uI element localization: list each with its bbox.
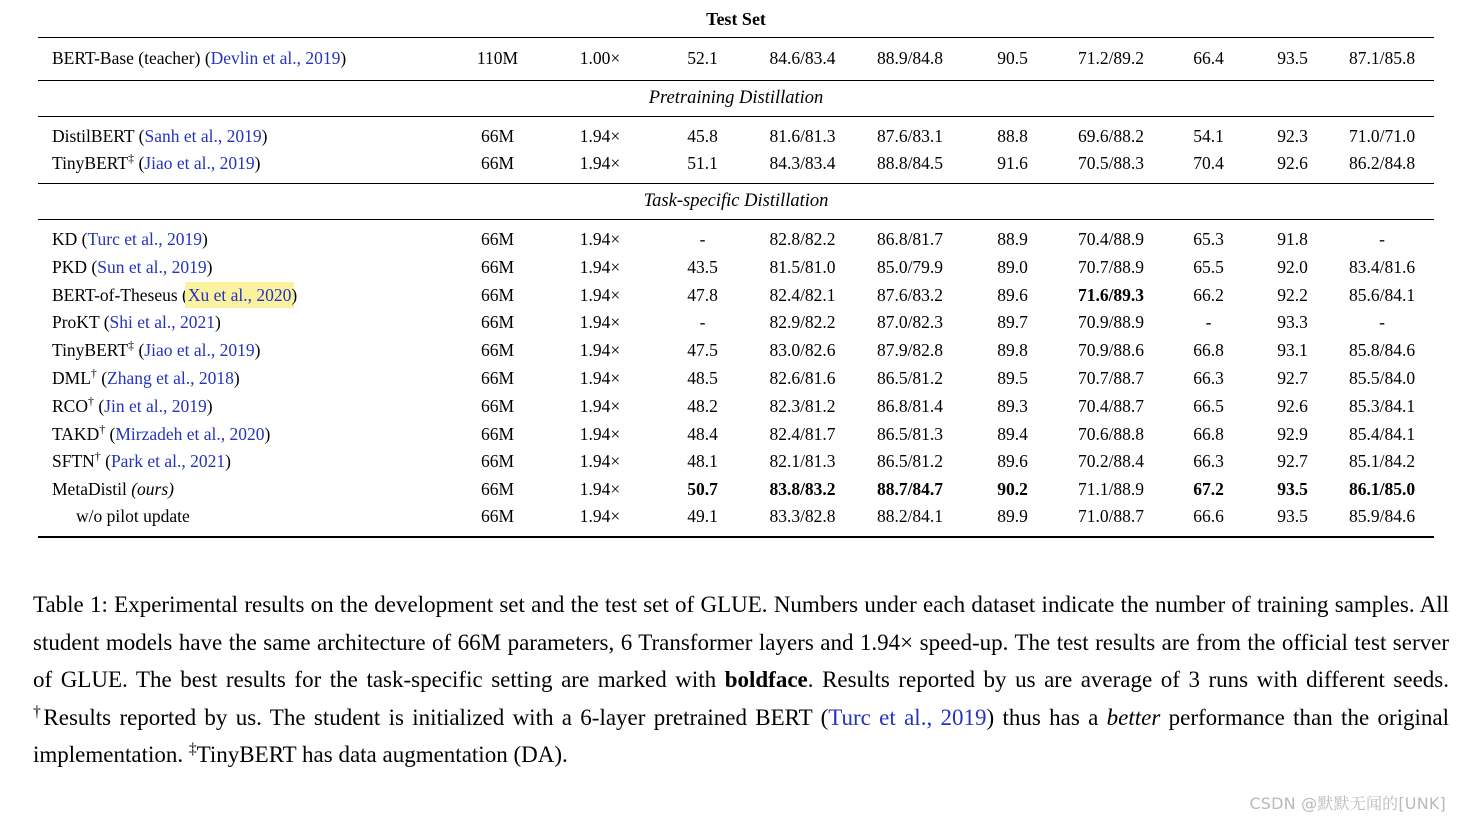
table-row: [38, 420, 1434, 448]
value-cell: 86.1/85.0: [1348, 479, 1416, 500]
value-cell: 87.6/83.1: [876, 125, 944, 146]
value-cell: 1.94×: [579, 284, 621, 305]
value-cell: 93.5: [1277, 506, 1308, 527]
value-cell: 93.1: [1277, 340, 1308, 361]
value-cell: 66.5: [1193, 395, 1224, 416]
value-cell: 84.6/83.4: [769, 48, 836, 68]
value-cell: 89.9: [997, 506, 1028, 527]
model-name-cell: DML† (Zhang et al., 2018): [52, 366, 240, 388]
value-cell: 81.5/81.0: [769, 256, 836, 277]
value-cell: 82.4/82.1: [769, 284, 836, 305]
model-name-cell: DistilBERT (Sanh et al., 2019): [52, 125, 268, 146]
table-row: [38, 309, 1434, 337]
value-cell: 91.8: [1277, 229, 1308, 250]
value-cell: 86.2/84.8: [1348, 152, 1416, 173]
caption-text: Table 1: Experimental results on the development set and the test set of GLUE. Numbers under each dataset indicate the number of training samples. All student models have the same architecture of 66M parameters, 6 Transformer layers and 1.94× speed-up. The test results are from the official test server of GLUE. The best results for the task-specific setting are marked with: [33, 592, 1449, 693]
value-cell: 1.94×: [579, 152, 621, 173]
value-cell: 1.00×: [579, 48, 621, 68]
ours-label: (ours): [126, 479, 175, 500]
table-row: [38, 220, 1434, 254]
citation-link[interactable]: Turc et al., 2019: [87, 229, 203, 250]
model-name-cell: SFTN† (Park et al., 2021): [52, 449, 231, 472]
citation-link[interactable]: Zhang et al., 2018: [107, 367, 234, 388]
value-cell: 90.2: [997, 479, 1028, 500]
value-cell: 66M: [480, 340, 515, 361]
value-cell: 88.7/84.7: [876, 479, 944, 500]
value-cell: 88.2/84.1: [876, 506, 944, 527]
value-cell: 66.3: [1193, 451, 1224, 472]
citation-link[interactable]: Jiao et al., 2019: [144, 340, 255, 361]
value-cell: 92.0: [1277, 256, 1308, 277]
model-name-cell: TAKD† (Mirzadeh et al., 2020): [52, 421, 271, 444]
value-cell: 89.6: [997, 451, 1028, 472]
value-cell: 86.5/81.2: [876, 367, 944, 388]
value-cell: 85.3/84.1: [1348, 395, 1416, 416]
model-name-cell: [38, 504, 450, 538]
value-cell: 89.4: [997, 423, 1028, 444]
value-cell: 89.0: [997, 256, 1028, 277]
value-cell: 70.6/88.8: [1077, 423, 1145, 444]
value-cell: 110M: [476, 48, 519, 68]
model-name: RCO: [52, 395, 88, 416]
value-cell: 85.6/84.1: [1348, 284, 1416, 305]
footnote-mark: †: [90, 366, 97, 381]
value-cell: 92.6: [1277, 395, 1308, 416]
value-cell: 84.3/83.4: [769, 152, 836, 173]
model-name-cell: RCO† (Jin et al., 2019): [52, 393, 213, 416]
value-cell: 1.94×: [579, 367, 621, 388]
table-row: [38, 476, 1434, 504]
csdn-watermark: CSDN @默默无闻的[UNK]: [1249, 794, 1446, 813]
value-cell: 86.8/81.4: [876, 395, 944, 416]
value-cell: 71.2/89.2: [1077, 48, 1145, 68]
model-name-cell: KD (Turc et al., 2019): [52, 229, 208, 250]
value-cell: 66M: [480, 367, 515, 388]
value-cell: 82.9/82.2: [769, 312, 836, 333]
table-row: [38, 392, 1434, 420]
value-cell: 66.8: [1193, 340, 1224, 361]
model-name-cell: TinyBERT‡ (Jiao et al., 2019): [52, 338, 261, 361]
caption-text: . Results reported by us are average of 3 runs with different seeds.: [807, 667, 1449, 693]
value-cell: 70.4: [1193, 152, 1224, 173]
value-cell: 66.4: [1193, 48, 1224, 68]
value-cell: 66M: [480, 395, 515, 416]
value-cell: 82.3/81.2: [769, 395, 836, 416]
model-name-cell: PKD (Sun et al., 2019): [52, 256, 213, 277]
value-cell: 48.2: [687, 395, 718, 416]
value-cell: 70.7/88.7: [1077, 367, 1145, 388]
value-cell: 48.5: [687, 367, 718, 388]
value-cell: 93.5: [1277, 479, 1308, 500]
model-name-cell: [38, 476, 450, 504]
value-cell: 66M: [480, 152, 515, 173]
value-cell: 82.4/81.7: [769, 423, 836, 444]
value-cell: 92.6: [1277, 152, 1308, 173]
value-cell: 83.0/82.6: [769, 340, 836, 361]
value-cell: 49.1: [687, 506, 718, 527]
value-cell: 88.8: [997, 125, 1028, 146]
test-set-header-row: [38, 3, 1434, 37]
value-cell: 81.6/81.3: [769, 125, 836, 146]
value-cell: 66.6: [1193, 506, 1224, 527]
results-table-body: [38, 3, 1434, 537]
model-name: TinyBERT: [52, 340, 129, 361]
model-name: DML: [52, 367, 91, 388]
model-name: ProKT: [52, 312, 100, 333]
value-cell: 86.8/81.7: [876, 229, 944, 250]
value-cell: -: [699, 312, 706, 333]
footnote-mark: †: [94, 449, 101, 464]
results-table: [38, 3, 1434, 538]
value-cell: 66M: [480, 451, 515, 472]
value-cell: 85.9/84.6: [1348, 506, 1416, 527]
footnote-mark: ‡: [128, 338, 135, 353]
value-cell: 48.1: [687, 451, 718, 472]
value-cell: 85.8/84.6: [1348, 340, 1416, 361]
value-cell: 50.7: [687, 479, 718, 500]
value-cell: 52.1: [687, 48, 718, 68]
value-cell: 85.4/84.1: [1348, 423, 1416, 444]
caption-text: Results reported by us. The student is initialized with a 6-layer pretrained BERT (: [43, 704, 829, 730]
citation-link[interactable]: Shi et al., 2021: [109, 312, 216, 333]
footnote-mark: †: [87, 393, 94, 408]
footnote-mark: †: [33, 703, 44, 721]
value-cell: 71.1/88.9: [1077, 479, 1145, 500]
table-row: [38, 337, 1434, 365]
section-title: Pretraining Distillation: [38, 80, 1434, 116]
value-cell: 69.6/88.2: [1077, 125, 1145, 146]
value-cell: 82.6/81.6: [769, 367, 836, 388]
model-name: KD: [52, 229, 78, 250]
value-cell: 87.0/82.3: [876, 312, 944, 333]
value-cell: 92.3: [1277, 125, 1308, 146]
value-cell: 70.9/88.9: [1077, 312, 1145, 333]
value-cell: 65.3: [1193, 229, 1224, 250]
table-row: [38, 448, 1434, 476]
value-cell: -: [1379, 312, 1385, 333]
teacher-row: [38, 37, 1434, 80]
value-cell: 90.5: [997, 48, 1028, 68]
model-name-cell: BERT-Base (teacher) (Devlin et al., 2019): [52, 48, 347, 68]
value-cell: 65.5: [1193, 256, 1224, 277]
value-cell: -: [1205, 312, 1212, 333]
value-cell: 1.94×: [579, 256, 621, 277]
caption-text: TinyBERT has data augmentation (DA).: [196, 742, 568, 768]
value-cell: 71.0/71.0: [1348, 125, 1416, 146]
footnote-mark: ‡: [188, 740, 197, 758]
citation-link[interactable]: Xu et al., 2020: [187, 284, 292, 305]
table-row: [38, 253, 1434, 281]
value-cell: 71.0/88.7: [1077, 506, 1145, 527]
value-cell: 83.4/81.6: [1348, 256, 1416, 277]
value-cell: 1.94×: [579, 125, 621, 146]
value-cell: 1.94×: [579, 451, 621, 472]
citation-link[interactable]: Turc et al., 2019: [828, 704, 987, 730]
value-cell: 89.8: [997, 340, 1028, 361]
value-cell: 1.94×: [579, 395, 621, 416]
citation-link[interactable]: Sanh et al., 2019: [144, 125, 262, 146]
model-name: w/o pilot update: [76, 506, 190, 527]
value-cell: 92.7: [1277, 367, 1308, 388]
value-cell: 87.1/85.8: [1348, 48, 1416, 68]
section-header-row: [38, 184, 1434, 220]
value-cell: 48.4: [687, 423, 718, 444]
citation-link[interactable]: Park et al., 2021: [110, 451, 226, 472]
value-cell: 92.2: [1277, 284, 1308, 305]
model-name: TinyBERT: [52, 152, 129, 173]
value-cell: 1.94×: [579, 506, 621, 527]
value-cell: 1.94×: [579, 423, 621, 444]
value-cell: 70.2/88.4: [1077, 451, 1145, 472]
citation-link[interactable]: Devlin et al., 2019: [210, 48, 341, 68]
model-name-cell: BERT-of-Theseus (Xu et al., 2020): [52, 284, 298, 305]
value-cell: 70.5/88.3: [1077, 152, 1145, 173]
value-cell: 89.5: [997, 367, 1028, 388]
value-cell: 54.1: [1193, 125, 1224, 146]
model-name: BERT-of-Theseus: [52, 284, 178, 305]
value-cell: 45.8: [687, 125, 718, 146]
value-cell: 83.8/83.2: [769, 479, 836, 500]
value-cell: 1.94×: [579, 479, 621, 500]
test-set-label: Test Set: [38, 3, 1434, 37]
footnote-mark: †: [99, 421, 106, 436]
value-cell: 92.7: [1277, 451, 1308, 472]
section-header-row: [38, 80, 1434, 116]
value-cell: 66.2: [1193, 284, 1224, 305]
citation-link[interactable]: Mirzadeh et al., 2020: [115, 423, 265, 444]
value-cell: 89.3: [997, 395, 1028, 416]
value-cell: 88.9/84.8: [876, 48, 944, 68]
value-cell: -: [699, 229, 706, 250]
value-cell: 87.9/82.8: [876, 340, 944, 361]
value-cell: 93.3: [1277, 312, 1308, 333]
value-cell: 66.3: [1193, 367, 1224, 388]
value-cell: 83.3/82.8: [769, 506, 836, 527]
value-cell: 66M: [480, 284, 515, 305]
caption-text: boldface: [724, 667, 808, 693]
value-cell: 85.0/79.9: [876, 256, 944, 277]
value-cell: 88.9: [997, 229, 1028, 250]
value-cell: 91.6: [997, 152, 1028, 173]
value-cell: 82.8/82.2: [769, 229, 836, 250]
value-cell: 47.8: [687, 284, 718, 305]
value-cell: 92.9: [1277, 423, 1308, 444]
table-row: [38, 365, 1434, 393]
value-cell: 66M: [480, 125, 515, 146]
value-cell: 70.7/88.9: [1077, 256, 1145, 277]
caption-text: performance than the original implementation.: [33, 704, 1450, 768]
value-cell: 87.6/83.2: [876, 284, 944, 305]
table-caption: [33, 586, 1449, 774]
table-row: [38, 504, 1434, 538]
caption-text: better: [1106, 704, 1161, 730]
model-name: TAKD: [52, 423, 100, 444]
table-row: [38, 281, 1434, 309]
citation-link[interactable]: Jiao et al., 2019: [144, 152, 255, 173]
value-cell: 66.8: [1193, 423, 1224, 444]
value-cell: 51.1: [687, 152, 718, 173]
value-cell: 93.5: [1277, 48, 1308, 68]
value-cell: 89.7: [997, 312, 1028, 333]
value-cell: 70.9/88.6: [1077, 340, 1145, 361]
value-cell: 66M: [480, 506, 515, 527]
value-cell: 85.1/84.2: [1348, 451, 1416, 472]
model-name: BERT-Base (teacher): [52, 48, 201, 68]
value-cell: 66M: [480, 229, 515, 250]
value-cell: 71.6/89.3: [1077, 284, 1145, 305]
model-name: DistilBERT: [52, 125, 135, 146]
value-cell: 70.4/88.9: [1077, 229, 1145, 250]
section-title: Task-specific Distillation: [38, 184, 1434, 220]
model-name-cell: TinyBERT‡ (Jiao et al., 2019): [52, 151, 261, 173]
value-cell: 66M: [480, 256, 515, 277]
value-cell: -: [1379, 229, 1385, 250]
table-row: [38, 150, 1434, 184]
value-cell: 88.8/84.5: [876, 152, 944, 173]
table-row: [38, 116, 1434, 150]
caption-text: ) thus has a: [986, 704, 1107, 730]
citation-link[interactable]: Sun et al., 2019: [97, 256, 207, 277]
value-cell: 67.2: [1193, 479, 1224, 500]
value-cell: 86.5/81.2: [876, 451, 944, 472]
footnote-mark: ‡: [128, 151, 135, 166]
model-name-cell: ProKT (Shi et al., 2021): [52, 312, 221, 333]
value-cell: 47.5: [687, 340, 718, 361]
value-cell: 89.6: [997, 284, 1028, 305]
value-cell: 86.5/81.3: [876, 423, 944, 444]
value-cell: 1.94×: [579, 312, 621, 333]
value-cell: 82.1/81.3: [769, 451, 836, 472]
value-cell: 70.4/88.7: [1077, 395, 1145, 416]
value-cell: 43.5: [687, 256, 718, 277]
value-cell: 1.94×: [579, 340, 621, 361]
model-name: MetaDistil: [52, 479, 127, 500]
value-cell: 85.5/84.0: [1348, 367, 1416, 388]
value-cell: 66M: [480, 479, 515, 500]
citation-link[interactable]: Jin et al., 2019: [104, 395, 207, 416]
value-cell: 66M: [480, 423, 515, 444]
model-name: SFTN: [52, 451, 95, 472]
model-name: PKD: [52, 256, 88, 277]
value-cell: 66M: [480, 312, 515, 333]
value-cell: 1.94×: [579, 229, 621, 250]
